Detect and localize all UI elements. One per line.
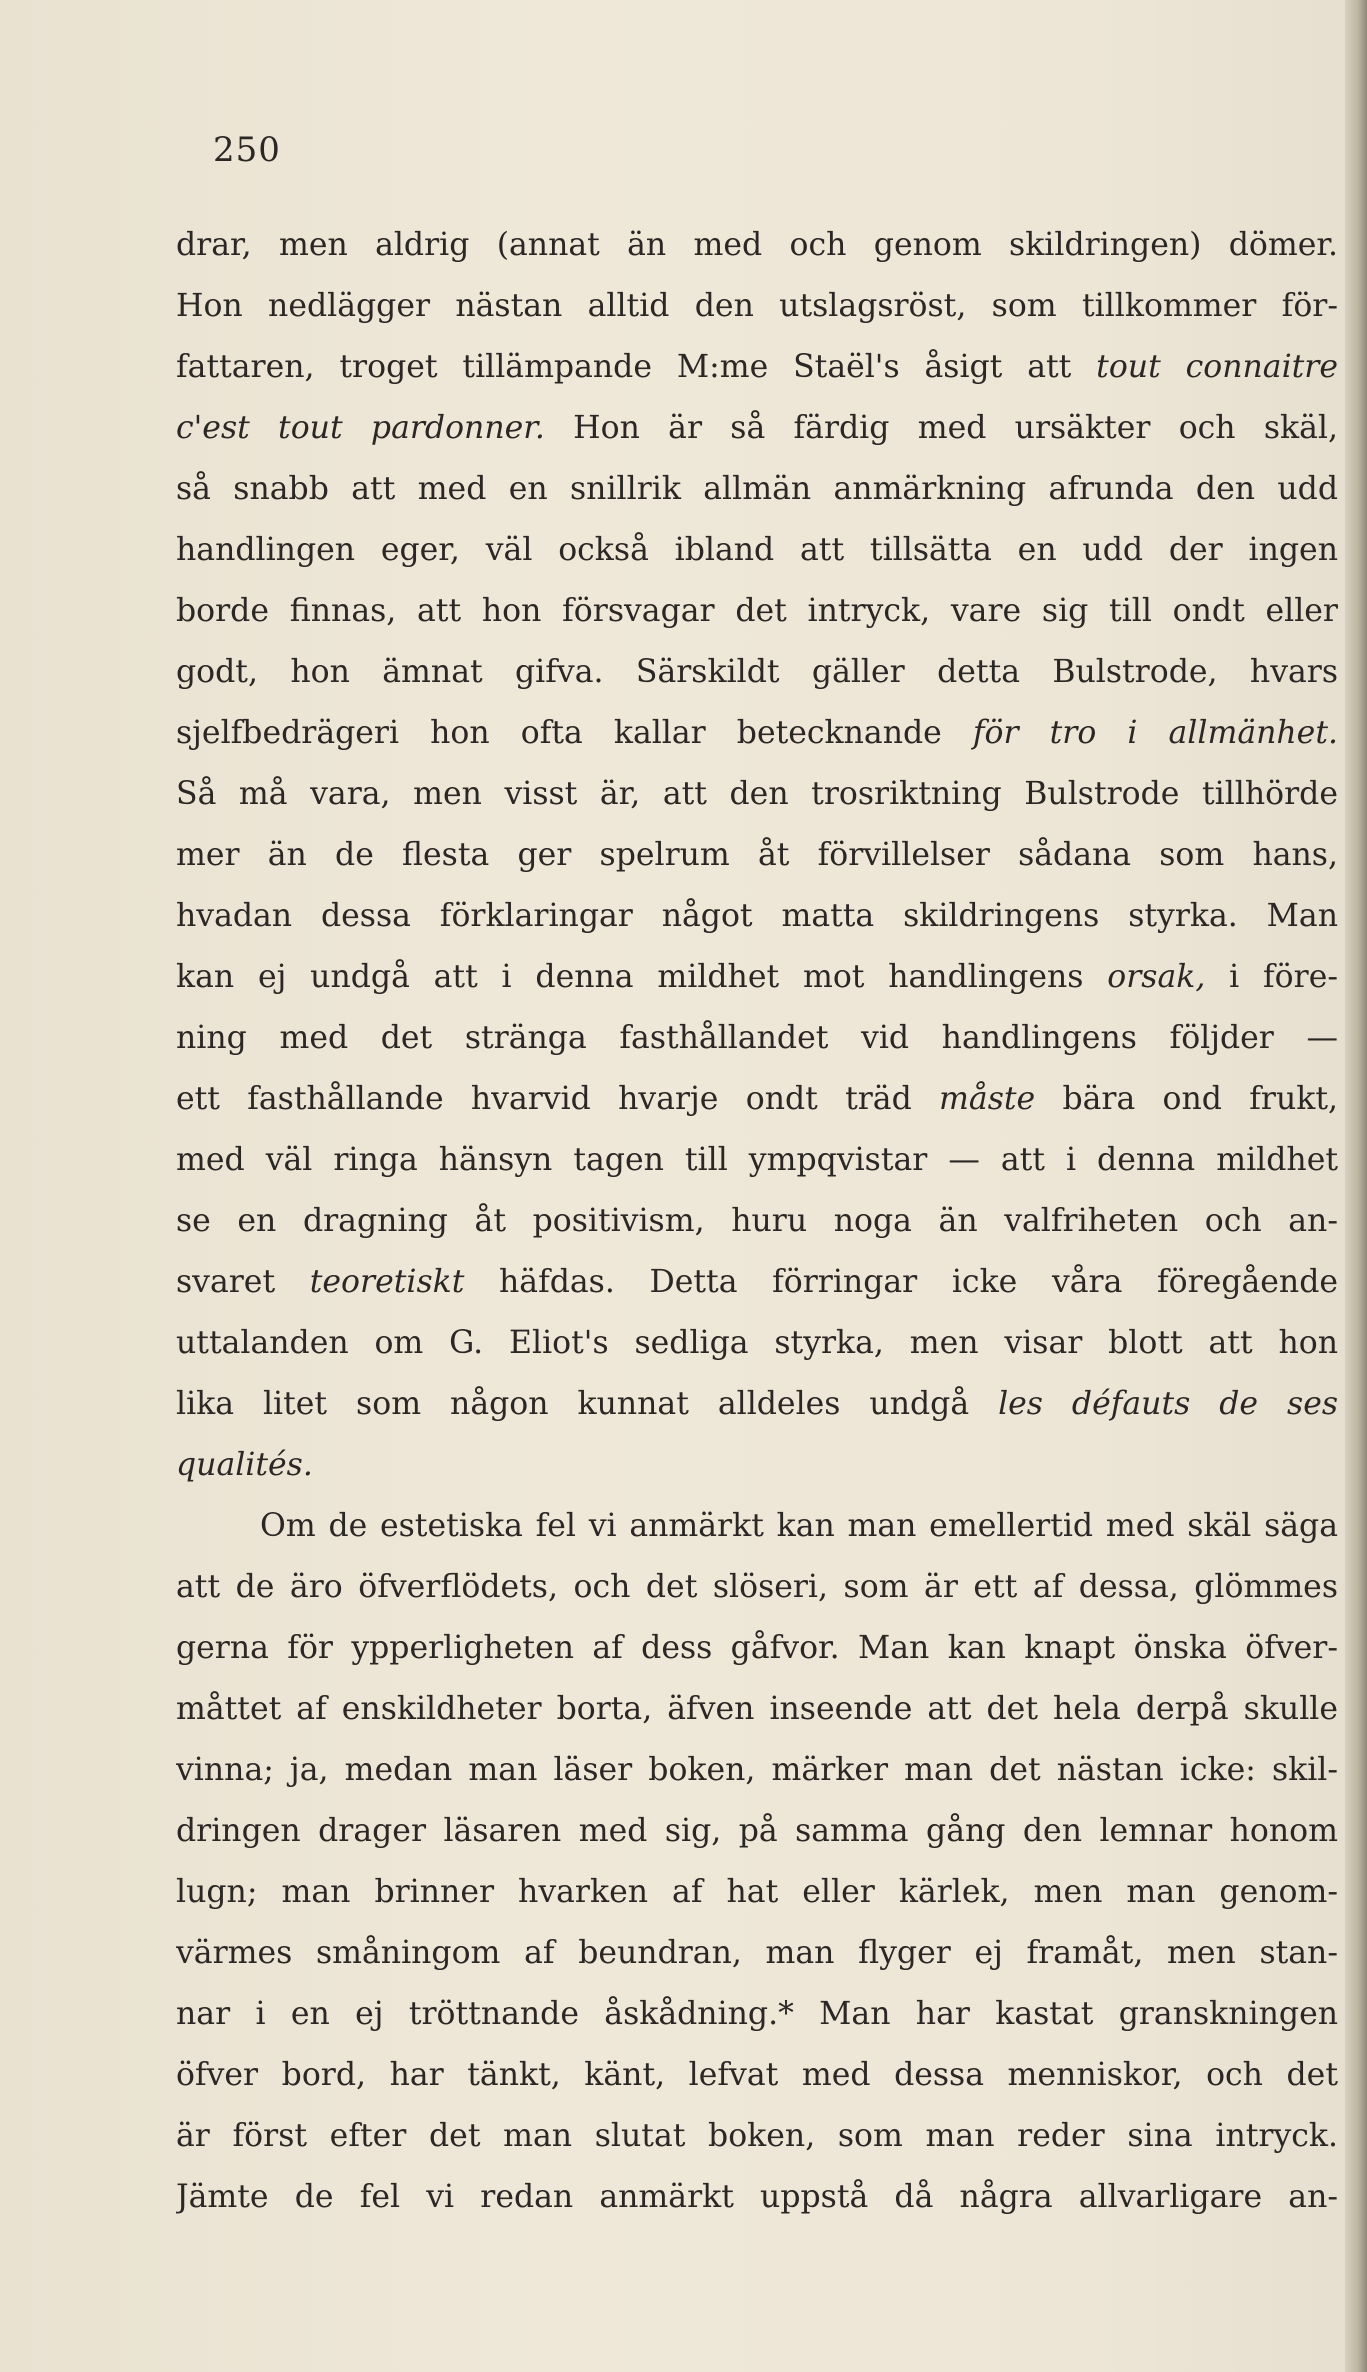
body-text [176,215,1338,2228]
text-line [176,1862,1338,1923]
italic-text: tout connaitre [1096,349,1338,385]
text-line [176,1008,1338,1069]
text-segment: kan ej undgå att i denna mildhet mot handlingens [176,959,1108,995]
italic-text: för tro i allmänhet. [972,715,1338,751]
text-line [176,215,1338,276]
text-segment: drar, men aldrig (annat än med och genom skildringen) dömer. [176,227,1338,263]
text-segment: svaret [176,1264,310,1300]
text-segment: se en dragning åt positivism, huru noga än valfriheten och an- [176,1203,1338,1239]
page-edge [1345,0,1367,2372]
text-line [176,1740,1338,1801]
text-segment: nar i en ej tröttnande åskådning.* Man har kastat granskningen [176,1996,1338,2032]
text-line [176,825,1338,886]
text-segment: värmes småningom af beundran, man flyger ej framåt, men stan- [176,1935,1338,1971]
text-line [176,1313,1338,1374]
text-line [176,764,1338,825]
text-segment: med väl ringa hänsyn tagen till ympqvistar — att i denna mildhet [176,1142,1338,1178]
text-segment: hvadan dessa förklaringar något matta skildringens styrka. Man [176,898,1338,934]
text-line [176,1557,1338,1618]
italic-text: orsak, [1107,959,1206,995]
text-line [176,2167,1338,2228]
text-line [176,2045,1338,2106]
text-segment: Hon är så färdig med ursäkter och skäl, [544,410,1338,446]
text-segment: är först efter det man slutat boken, som man reder sina intryck. [176,2118,1338,2154]
text-segment: bära ond frukt, [1035,1081,1338,1117]
text-line [176,1679,1338,1740]
text-segment: öfver bord, har tänkt, känt, lefvat med dessa menniskor, och det [176,2057,1338,2093]
text-line [176,1618,1338,1679]
text-segment: borde finnas, att hon försvagar det intryck, vare sig till ondt eller [176,593,1338,629]
text-line [176,276,1338,337]
text-segment: uttalanden om G. Eliot's sedliga styrka, men visar blott att hon [176,1325,1338,1361]
text-segment: Hon nedlägger nästan alltid den utslagsröst, som tillkommer för- [176,288,1338,324]
text-line [176,459,1338,520]
text-line [176,1801,1338,1862]
text-segment: ett fasthållande hvarvid hvarje ondt träd [176,1081,940,1117]
text-line [176,1130,1338,1191]
text-line [176,947,1338,1008]
text-segment: i före- [1205,959,1338,995]
text-segment: lugn; man brinner hvarken af hat eller kärlek, men man genom- [176,1874,1338,1910]
text-line [176,581,1338,642]
text-line [176,886,1338,947]
text-segment: gerna för ypperligheten af dess gåfvor. Man kan knapt önska öfver- [176,1630,1338,1666]
italic-text: c'est tout pardonner. [176,410,545,446]
text-segment: ning med det stränga fasthållandet vid handlingens följder — [176,1020,1338,1056]
text-line [176,1984,1338,2045]
text-segment: att de äro öfverflödets, och det slöseri, som är ett af dessa, glömmes [176,1569,1338,1605]
italic-text: måste [939,1081,1036,1117]
text-line [176,2106,1338,2167]
text-line [176,1374,1338,1435]
page-number: 250 [213,130,281,170]
text-line [176,1435,1338,1496]
text-segment: lika litet som någon kunnat alldeles undgå [176,1386,999,1422]
text-line [176,1923,1338,1984]
text-segment: vinna; ja, medan man läser boken, märker man det nästan icke: skil- [176,1752,1338,1788]
text-segment: Om de estetiska fel vi anmärkt kan man emellertid med skäl säga [260,1508,1338,1544]
text-segment: godt, hon ämnat gifva. Särskildt gäller detta Bulstrode, hvars [176,654,1338,690]
text-segment: Så må vara, men visst är, att den trosriktning Bulstrode tillhörde [176,776,1338,812]
text-segment: mer än de flesta ger spelrum åt förvillelser sådana som hans, [176,837,1338,873]
text-line [176,1496,1338,1557]
text-line [176,520,1338,581]
text-line [176,1191,1338,1252]
text-segment: häfdas. Detta förringar icke våra föregående [464,1264,1338,1300]
text-segment: så snabb att med en snillrik allmän anmärkning afrunda den udd [176,471,1338,507]
text-line [176,337,1338,398]
text-line [176,1252,1338,1313]
italic-text: qualités. [176,1447,313,1483]
text-segment: handlingen eger, väl också ibland att tillsätta en udd der ingen [176,532,1338,568]
italic-text: les défauts de ses [998,1386,1338,1422]
text-line [176,398,1338,459]
text-segment: fattaren, troget tillämpande M:me Staël's åsigt att [176,349,1097,385]
text-segment: Jämte de fel vi redan anmärkt uppstå då några allvarligare an- [176,2179,1338,2215]
text-line [176,1069,1338,1130]
text-segment: måttet af enskildheter borta, äfven inseende att det hela derpå skulle [176,1691,1338,1727]
text-line [176,642,1338,703]
text-segment: dringen drager läsaren med sig, på samma gång den lemnar honom [176,1813,1338,1849]
text-line [176,703,1338,764]
italic-text: teoretiskt [309,1264,465,1300]
text-segment: sjelfbedrägeri hon ofta kallar betecknande [176,715,973,751]
